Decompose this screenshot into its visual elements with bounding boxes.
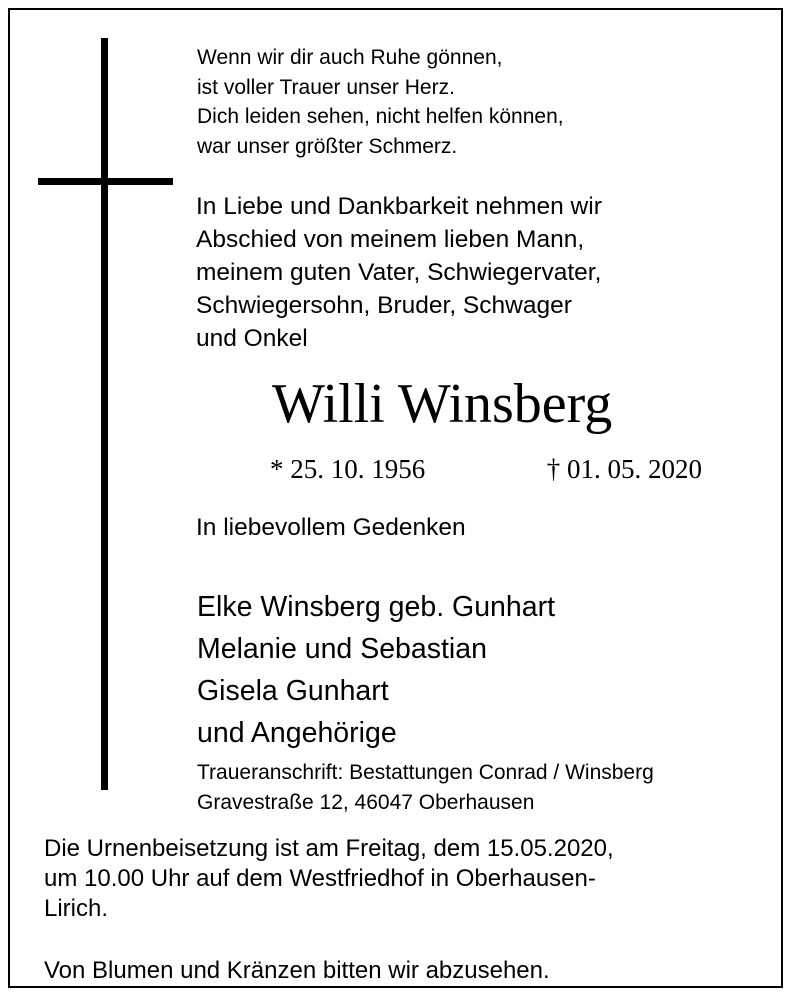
intro-text [196, 190, 602, 355]
funeral-line: Lirich. [44, 895, 109, 922]
poem-line: Dich leiden sehen, nicht helfen können, [197, 105, 564, 128]
memory-line: In liebevollem Gedenken [196, 514, 466, 541]
deceased-name: Willi Winsberg [272, 373, 613, 435]
intro-line: Schwiegersohn, Bruder, Schwager [196, 292, 572, 319]
cross-horizontal-bar [38, 178, 173, 185]
flowers-note: Von Blumen und Kränzen bitten wir abzusehen. [44, 957, 550, 984]
poem-line: war unser größter Schmerz. [197, 134, 458, 158]
death-date: † 01. 05. 2020 [546, 454, 702, 484]
signer: Gisela Gunhart [197, 675, 389, 707]
poem-line: Wenn wir dir auch Ruhe gönnen, [197, 46, 503, 69]
intro-line: In Liebe und Dankbarkeit nehmen wir [196, 193, 602, 220]
poem-line: ist voller Trauer unser Herz. [197, 75, 455, 99]
signer: und Angehörige [197, 717, 397, 749]
funeral-line: um 10.00 Uhr auf dem Westfriedhof in Oberhausen- [44, 865, 596, 892]
intro-line: und Onkel [196, 325, 308, 352]
signer: Elke Winsberg geb. Gunhart [197, 591, 556, 623]
intro-line: Abschied von meinem lieben Mann, [196, 226, 585, 253]
cross-vertical-bar [101, 38, 108, 790]
funeral-info [44, 834, 614, 924]
signer: Melanie und Sebastian [197, 633, 487, 665]
signers-list [197, 586, 555, 754]
intro-line: meinem guten Vater, Schwiegervater, [196, 259, 602, 286]
funeral-line: Die Urnenbeisetzung ist am Freitag, dem 15.05.2020, [44, 835, 614, 862]
poem [197, 43, 564, 161]
birth-date: * 25. 10. 1956 [270, 454, 426, 484]
address-line: Gravestraße 12, 46047 Oberhausen [197, 791, 535, 814]
address-line: Traueranschrift: Bestattungen Conrad / Winsberg [197, 761, 654, 784]
obituary-notice [8, 8, 783, 988]
mourning-address [197, 758, 654, 818]
